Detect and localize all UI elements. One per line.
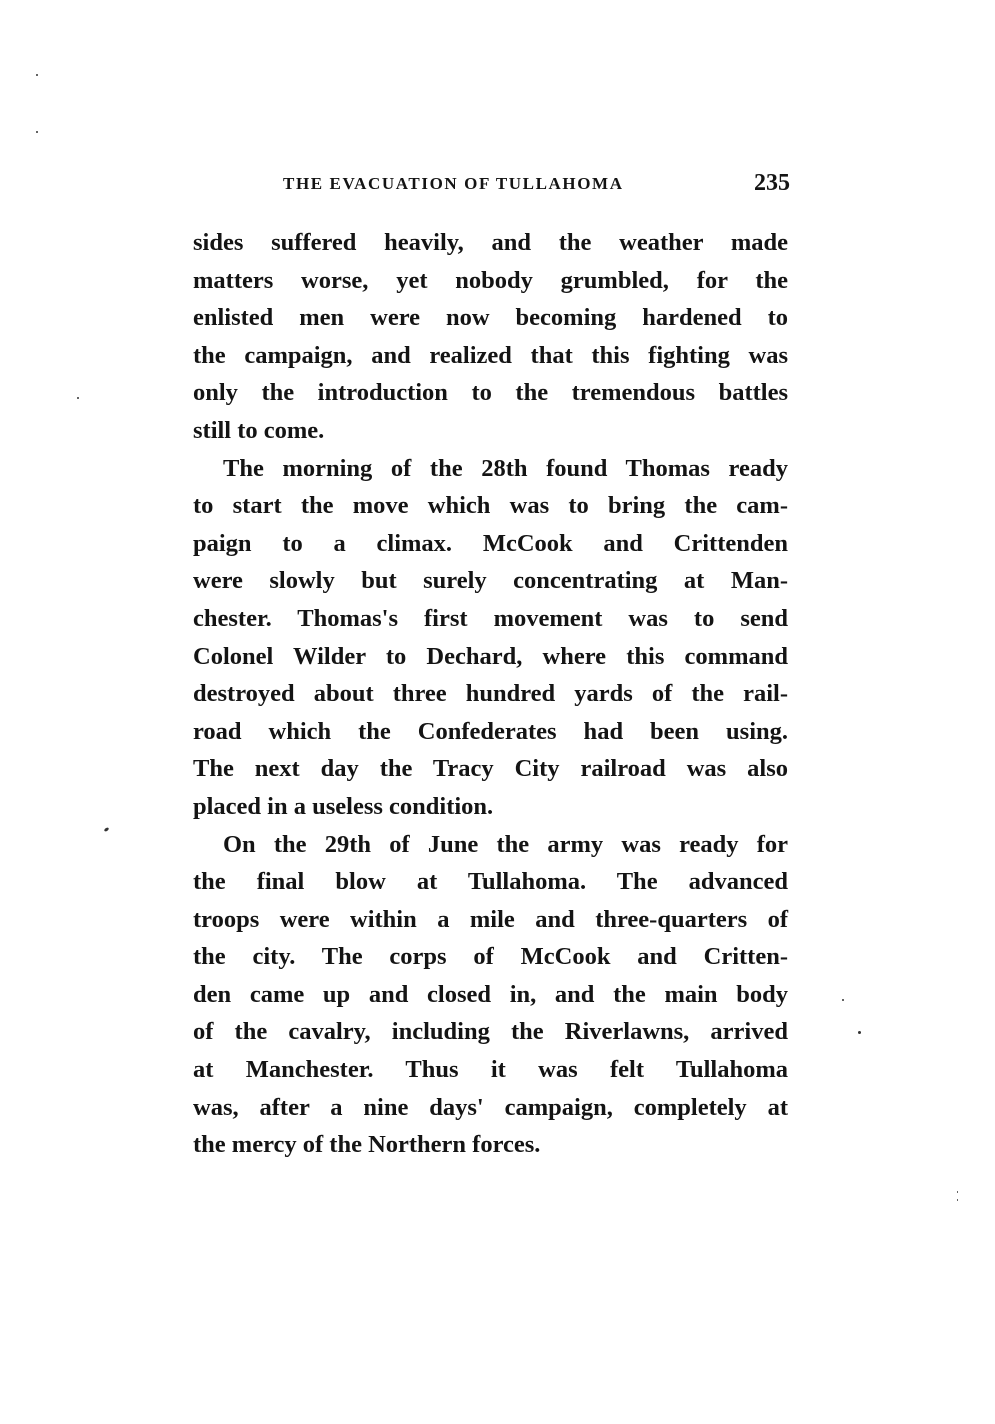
text-line: were slowly but surely concentrating at Man- <box>193 567 788 595</box>
text-line: the final blow at Tullahoma. The advanced <box>193 868 788 896</box>
body-text <box>193 224 788 1164</box>
text-line: On the 29th of June the army was ready for <box>223 830 788 858</box>
text-line: was, after a nine days' campaign, completely at <box>193 1093 788 1121</box>
text-line: paign to a climax. McCook and Crittenden <box>193 529 788 557</box>
running-title: THE EVACUATION OF TULLAHOMA <box>283 174 624 193</box>
scan-speck <box>36 74 38 76</box>
scan-speck <box>104 827 110 832</box>
scan-speck <box>957 1199 958 1201</box>
text-line: at Manchester. Thus it was felt Tullahoma <box>193 1056 788 1084</box>
text-line: Colonel Wilder to Dechard, where this command <box>193 642 788 670</box>
text-line: chester. Thomas's first movement was to send <box>193 604 788 632</box>
text-line: the campaign, and realized that this fighting was <box>193 341 788 369</box>
page-number: 235 <box>754 170 790 196</box>
text-line: placed in a useless condition. <box>193 792 494 820</box>
text-line: den came up and closed in, and the main body <box>193 980 788 1008</box>
scan-speck <box>36 131 38 133</box>
text-line: the city. The corps of McCook and Critten- <box>193 943 788 971</box>
paragraph-3 <box>193 826 788 1164</box>
text-line: the mercy of the Northern forces. <box>193 1131 541 1159</box>
text-line: destroyed about three hundred yards of the rail- <box>193 680 788 708</box>
scan-speck <box>77 397 79 399</box>
scan-speck <box>858 1031 861 1034</box>
text-line: matters worse, yet nobody grumbled, for the <box>193 266 788 294</box>
text-line: The morning of the 28th found Thomas ready <box>223 454 788 482</box>
text-line: still to come. <box>193 416 325 444</box>
paragraph-1 <box>193 224 788 450</box>
paragraph-2 <box>193 450 788 826</box>
text-line: enlisted men were now becoming hardened to <box>193 304 788 332</box>
text-line: sides suffered heavily, and the weather made <box>193 229 788 256</box>
text-line: only the introduction to the tremendous battles <box>193 379 788 407</box>
text-line: to start the move which was to bring the cam- <box>193 492 788 520</box>
text-line: troops were within a mile and three-quarters of <box>193 905 788 933</box>
text-line: road which the Confederates had been using. <box>193 717 788 745</box>
text-line: of the cavalry, including the Riverlawns, arrived <box>193 1018 788 1046</box>
text-line: The next day the Tracy City railroad was also <box>193 755 788 783</box>
scan-speck <box>842 999 844 1001</box>
scan-speck <box>957 1191 958 1193</box>
running-head <box>283 172 790 202</box>
